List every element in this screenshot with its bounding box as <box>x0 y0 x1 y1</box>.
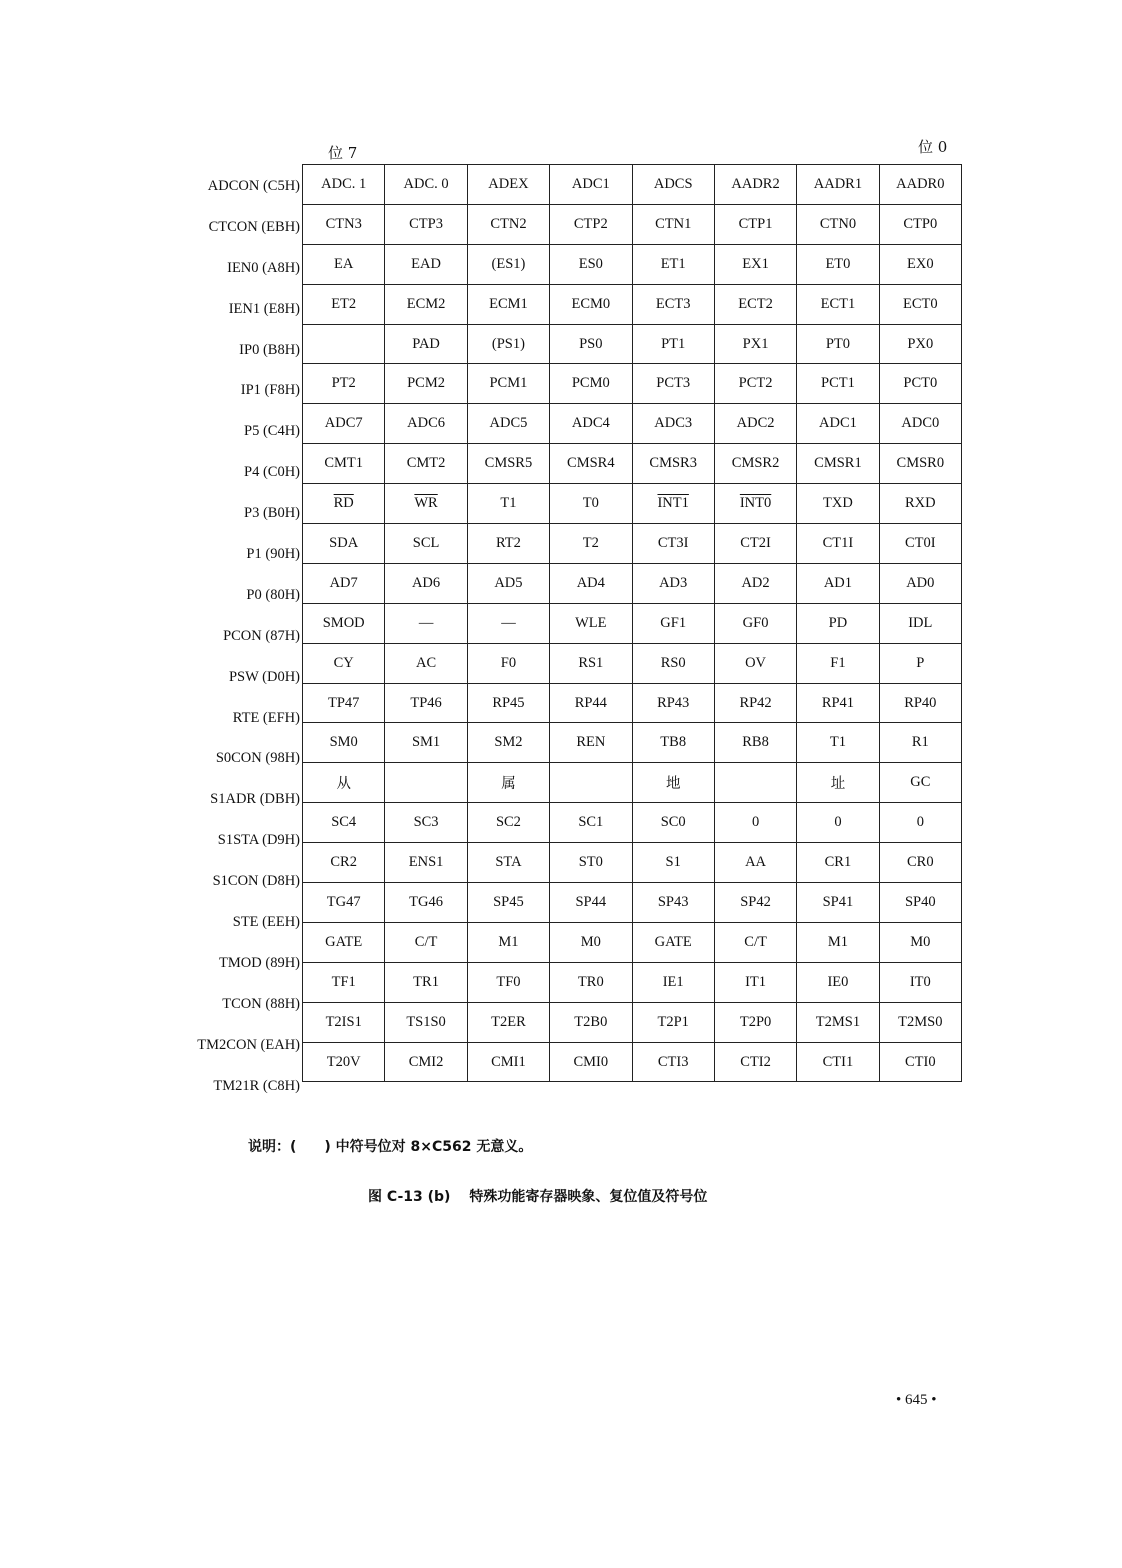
table-row <box>303 244 962 284</box>
bit-cell: CMT2 <box>385 444 467 484</box>
bit-cell: CT3I <box>632 524 714 564</box>
bit-cell: RP45 <box>467 683 549 723</box>
bit-cell: TR0 <box>550 962 632 1002</box>
bit-cell: EX0 <box>879 244 961 284</box>
bit-cell: ECT3 <box>632 284 714 324</box>
bit-cell: RS1 <box>550 643 632 683</box>
bit-cell: ADCS <box>632 165 714 205</box>
table-row <box>303 444 962 484</box>
bit-cell <box>385 763 467 803</box>
bit-cell: CTN2 <box>467 204 549 244</box>
bit-cell: IE0 <box>797 962 879 1002</box>
bit-cell: CTP0 <box>879 204 961 244</box>
register-name: S1STA (D9H) <box>217 832 300 849</box>
bit-cell: T2 <box>550 524 632 564</box>
register-name: S0CON (98H) <box>215 750 300 767</box>
bit-cell: OV <box>714 643 796 683</box>
bit-cell: ET2 <box>303 284 385 324</box>
bit-cell: ADC7 <box>303 404 385 444</box>
table-row <box>303 803 962 843</box>
bit-cell: AADR2 <box>714 165 796 205</box>
bit-cell: TP46 <box>385 683 467 723</box>
bit-cell: AD7 <box>303 563 385 603</box>
bit-cell: C/T <box>385 922 467 962</box>
bit-cell: T1 <box>797 723 879 763</box>
bit-cell: T2P1 <box>632 1002 714 1042</box>
bit-cell: CT1I <box>797 524 879 564</box>
bit-cell: CTN3 <box>303 204 385 244</box>
bit-cell: — <box>467 603 549 643</box>
table-row <box>303 683 962 723</box>
bit-cell: CMI0 <box>550 1042 632 1082</box>
bit-cell: ADC1 <box>797 404 879 444</box>
bit-cell: CMSR1 <box>797 444 879 484</box>
bit-cell: ET1 <box>632 244 714 284</box>
register-name: P3 (B0H) <box>244 505 300 522</box>
bit-cell: AA <box>714 843 796 883</box>
bit-cell: ADC3 <box>632 404 714 444</box>
bit-cell: 址 <box>797 763 879 803</box>
table-row <box>303 723 962 763</box>
bit-cell: T2P0 <box>714 1002 796 1042</box>
bit-cell: CTN0 <box>797 204 879 244</box>
table-row <box>303 524 962 564</box>
bit-cell: F0 <box>467 643 549 683</box>
register-name: IP0 (B8H) <box>239 341 300 358</box>
bit-cell: — <box>385 603 467 643</box>
bit-cell: STA <box>467 843 549 883</box>
bit-cell: PD <box>797 603 879 643</box>
bit-cell: 0 <box>879 803 961 843</box>
bit-cell: TG46 <box>385 883 467 923</box>
bit-cell: CTI1 <box>797 1042 879 1082</box>
bit-cell: 地 <box>632 763 714 803</box>
bit-cell: $\overline{WR}$ <box>385 484 467 524</box>
bit-cell: PX1 <box>714 324 796 364</box>
register-name: S1CON (D8H) <box>212 873 300 890</box>
bit-cell: 从 <box>303 763 385 803</box>
bit-cell: SMOD <box>303 603 385 643</box>
bit-cell: GC <box>879 763 961 803</box>
bit-cell: T2MS0 <box>879 1002 961 1042</box>
bit-cell: TF0 <box>467 962 549 1002</box>
bit-cell: PX0 <box>879 324 961 364</box>
bit-cell: SDA <box>303 524 385 564</box>
bit-cell: CMSR4 <box>550 444 632 484</box>
table-row <box>303 1042 962 1082</box>
bit-cell: T0 <box>550 484 632 524</box>
register-name: CTCON (EBH) <box>208 218 300 235</box>
bit-cell: IT1 <box>714 962 796 1002</box>
bit-cell: 属 <box>467 763 549 803</box>
bit-cell: AD0 <box>879 563 961 603</box>
bit-cell: AADR1 <box>797 165 879 205</box>
register-name: IEN1 (E8H) <box>228 300 300 317</box>
bit-cell: GATE <box>303 922 385 962</box>
bit-cell: ADC1 <box>550 165 632 205</box>
bit-cell: RP41 <box>797 683 879 723</box>
register-name: PCON (87H) <box>223 627 300 644</box>
register-name: TCON (88H) <box>222 995 300 1012</box>
bit-cell: CR1 <box>797 843 879 883</box>
bit-cell: PCT0 <box>879 364 961 404</box>
bit-cell: TF1 <box>303 962 385 1002</box>
bit-cell: SC2 <box>467 803 549 843</box>
bit-cell: C/T <box>714 922 796 962</box>
bit-cell: ADC0 <box>879 404 961 444</box>
bit-cell: TB8 <box>632 723 714 763</box>
bit-cell: EX1 <box>714 244 796 284</box>
bit-cell: IT0 <box>879 962 961 1002</box>
bit-cell: ECT0 <box>879 284 961 324</box>
table-row <box>303 962 962 1002</box>
bit-cell: RB8 <box>714 723 796 763</box>
bit-cell: 0 <box>714 803 796 843</box>
bit-cell: ECM2 <box>385 284 467 324</box>
bit-cell: S1 <box>632 843 714 883</box>
bit-cell: ADC6 <box>385 404 467 444</box>
bit-cell: T20V <box>303 1042 385 1082</box>
figure-caption: 图 C-13 (b) 特殊功能寄存器映象、复位值及符号位 <box>368 1189 708 1205</box>
bit-cell: SM0 <box>303 723 385 763</box>
register-name: P5 (C4H) <box>244 423 300 440</box>
page-number: • 645 • <box>896 1392 937 1408</box>
register-name: TMOD (89H) <box>219 954 300 971</box>
bit-cell: CMSR3 <box>632 444 714 484</box>
bit-cell: T2MS1 <box>797 1002 879 1042</box>
bit-cell: RXD <box>879 484 961 524</box>
bit-cell: SP40 <box>879 883 961 923</box>
bit-cell: CTN1 <box>632 204 714 244</box>
bit-cell: PS0 <box>550 324 632 364</box>
bit-cell: SP44 <box>550 883 632 923</box>
register-name: IP1 (F8H) <box>240 382 300 399</box>
table-row <box>303 404 962 444</box>
bit-cell: CMSR0 <box>879 444 961 484</box>
bit-cell: INT1 <box>632 484 714 524</box>
bit-cell: ECM0 <box>550 284 632 324</box>
bit-cell: CT2I <box>714 524 796 564</box>
bit-cell: PCT1 <box>797 364 879 404</box>
bit-cell: PCT2 <box>714 364 796 404</box>
bit-cell: SP42 <box>714 883 796 923</box>
bit-cell: M0 <box>550 922 632 962</box>
bit-cell: GATE <box>632 922 714 962</box>
register-name-column <box>150 166 300 1106</box>
bit-cell: TXD <box>797 484 879 524</box>
bit-cell: ADC. 1 <box>303 165 385 205</box>
table-row <box>303 204 962 244</box>
bit-cell: CMI1 <box>467 1042 549 1082</box>
bit-cell: AD3 <box>632 563 714 603</box>
table-row <box>303 603 962 643</box>
bit-cell: SM2 <box>467 723 549 763</box>
bit-cell: AADR0 <box>879 165 961 205</box>
bit-cell: EA <box>303 244 385 284</box>
register-name: ADCON (C5H) <box>207 178 300 194</box>
bit-cell: GF0 <box>714 603 796 643</box>
register-name: P1 (90H) <box>246 546 300 563</box>
table-row <box>303 763 962 803</box>
bit-cell: ST0 <box>550 843 632 883</box>
register-name: TM2CON (EAH) <box>197 1036 300 1053</box>
bit-cell: SC3 <box>385 803 467 843</box>
bit-cell: CMSR5 <box>467 444 549 484</box>
bit-cell <box>550 763 632 803</box>
table-row <box>303 484 962 524</box>
register-name: P4 (C0H) <box>244 464 300 481</box>
register-name: STE (EEH) <box>232 914 300 931</box>
register-name: P0 (80H) <box>246 586 300 603</box>
bit-cell: T2B0 <box>550 1002 632 1042</box>
bit-cell: CR2 <box>303 843 385 883</box>
bit-cell: RP42 <box>714 683 796 723</box>
register-name: IEN0 (A8H) <box>227 259 300 276</box>
table-row <box>303 284 962 324</box>
bit-cell: T2ER <box>467 1002 549 1042</box>
bit-cell: CMI2 <box>385 1042 467 1082</box>
bit-cell: REN <box>550 723 632 763</box>
bit-cell: ECM1 <box>467 284 549 324</box>
table-row <box>303 883 962 923</box>
bit-cell: RS0 <box>632 643 714 683</box>
bit-cell: CTP2 <box>550 204 632 244</box>
bit-cell: EAD <box>385 244 467 284</box>
bit-cell: SP41 <box>797 883 879 923</box>
bit-cell: ADEX <box>467 165 549 205</box>
bit-cell: ES0 <box>550 244 632 284</box>
table-row <box>303 922 962 962</box>
bit-cell: CTP1 <box>714 204 796 244</box>
bit0-label: 位 0 <box>918 138 948 156</box>
bit-cell: CTP3 <box>385 204 467 244</box>
bit-cell: IE1 <box>632 962 714 1002</box>
bit-cell: AD5 <box>467 563 549 603</box>
bit-cell: ECT2 <box>714 284 796 324</box>
table-row <box>303 1002 962 1042</box>
register-name: TM21R (C8H) <box>213 1077 300 1094</box>
bit-cell: GF1 <box>632 603 714 643</box>
bit-cell: 0 <box>797 803 879 843</box>
bit-cell: SC4 <box>303 803 385 843</box>
bit-cell: WLE <box>550 603 632 643</box>
bit-cell: ADC2 <box>714 404 796 444</box>
bit-cell: CMSR2 <box>714 444 796 484</box>
bit-cell: IDL <box>879 603 961 643</box>
bit-cell: CR0 <box>879 843 961 883</box>
bit-cell: TG47 <box>303 883 385 923</box>
bit-cell: R1 <box>879 723 961 763</box>
bit-cell: AD6 <box>385 563 467 603</box>
bit-cell: PT0 <box>797 324 879 364</box>
bit-cell: TR1 <box>385 962 467 1002</box>
bit7-label: 位 7 <box>328 144 358 162</box>
bit-cell: AC <box>385 643 467 683</box>
bit-cell: T2IS1 <box>303 1002 385 1042</box>
bit-cell: CTI2 <box>714 1042 796 1082</box>
bit-cell: ADC4 <box>550 404 632 444</box>
register-name: RTE (EFH) <box>232 709 300 726</box>
table-row <box>303 843 962 883</box>
bit-cell: AD1 <box>797 563 879 603</box>
bit-cell: ADC5 <box>467 404 549 444</box>
bit-cell: PCT3 <box>632 364 714 404</box>
bit-cell: AD2 <box>714 563 796 603</box>
register-name: PSW (D0H) <box>228 668 300 685</box>
bit-cell: CTI3 <box>632 1042 714 1082</box>
table-row <box>303 563 962 603</box>
bit-cell: PCM2 <box>385 364 467 404</box>
sfr-bit-table <box>302 164 962 1082</box>
bit-cell: SC0 <box>632 803 714 843</box>
bit-cell: PAD <box>385 324 467 364</box>
table-row <box>303 165 962 205</box>
bit-cell: CT0I <box>879 524 961 564</box>
bit-cell: SCL <box>385 524 467 564</box>
bit-cell: CMT1 <box>303 444 385 484</box>
bit-cell: ECT1 <box>797 284 879 324</box>
bit-cell <box>714 763 796 803</box>
bit-cell: M1 <box>797 922 879 962</box>
footnote: 说明：( ) 中符号位对 8×C562 无意义。 <box>248 1139 533 1155</box>
bit-cell: F1 <box>797 643 879 683</box>
bit-cell: CY <box>303 643 385 683</box>
bit-cell: RP43 <box>632 683 714 723</box>
bit-cell: TS1S0 <box>385 1002 467 1042</box>
bit-cell: ADC. 0 <box>385 165 467 205</box>
register-name: S1ADR (DBH) <box>210 791 300 808</box>
bit-cell: P <box>879 643 961 683</box>
bit-cell: PCM1 <box>467 364 549 404</box>
table-row <box>303 364 962 404</box>
bit-cell: SP43 <box>632 883 714 923</box>
bit-cell: PT2 <box>303 364 385 404</box>
bit-cell: (ES1) <box>467 244 549 284</box>
bit-cell: SC1 <box>550 803 632 843</box>
table-row <box>303 324 962 364</box>
bit-cell: PCM0 <box>550 364 632 404</box>
bit-cell: SP45 <box>467 883 549 923</box>
bit-cell: INT0 <box>714 484 796 524</box>
bit-cell <box>303 324 385 364</box>
bit-cell: $\overline{RD}$ <box>303 484 385 524</box>
bit-cell: RP44 <box>550 683 632 723</box>
bit-cell: ENS1 <box>385 843 467 883</box>
bit-cell: M0 <box>879 922 961 962</box>
bit-cell: TP47 <box>303 683 385 723</box>
bit-cell: M1 <box>467 922 549 962</box>
bit-cell: ET0 <box>797 244 879 284</box>
bit-cell: (PS1) <box>467 324 549 364</box>
bit-cell: AD4 <box>550 563 632 603</box>
bit-cell: SM1 <box>385 723 467 763</box>
bit-cell: T1 <box>467 484 549 524</box>
bit-cell: RP40 <box>879 683 961 723</box>
bit-cell: RT2 <box>467 524 549 564</box>
table-row <box>303 643 962 683</box>
bit-cell: PT1 <box>632 324 714 364</box>
bit-cell: CTI0 <box>879 1042 961 1082</box>
